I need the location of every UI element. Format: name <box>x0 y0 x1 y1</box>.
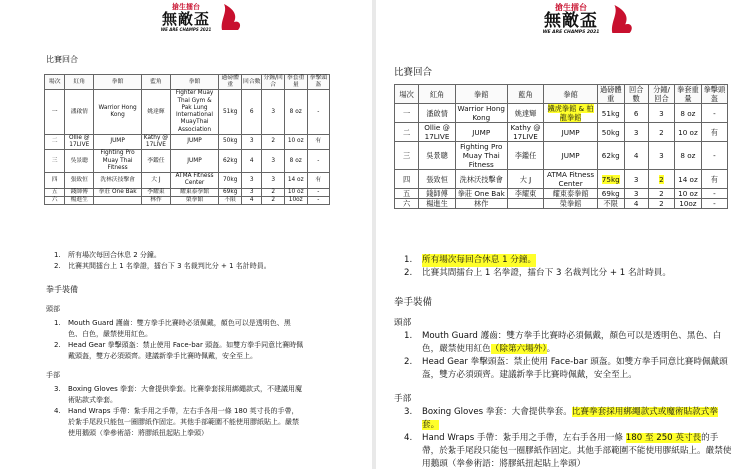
list-text: 比賽其間擂台上 1 名拳證，擂台下 3 名裁判比分 + 1 名計時員。 <box>68 262 271 270</box>
list-text: Hand Wraps 手帶：紮手用之手帶，左右手各用一條 180 英寸長的手帶，於紮手尾段只能包一圈膠紙作固定。其他手部範圍不能使用膠紙貼上。嚴禁使用鵝頭（拳參術語：將膠紙扭起貼上拳頭） <box>68 407 299 437</box>
table-cell: 不限 <box>219 196 242 204</box>
logo-line1: 搶生擂台 <box>555 3 587 12</box>
table-cell: - <box>701 199 727 209</box>
header-cell: 過磅體重 <box>219 75 242 90</box>
right-document-page <box>376 0 750 469</box>
table-cell: - <box>701 189 727 199</box>
gear-title: 拳手裝備 <box>394 297 433 308</box>
text-part: Boxing Gloves 拳套：大會提供拳套。 <box>422 407 572 417</box>
list-number: 4. <box>404 433 413 443</box>
list-number: 1. <box>404 331 413 341</box>
table-cell: 拳莊 One Bak <box>455 189 507 199</box>
table-cell: Ollie @ 17LIVE <box>65 134 94 149</box>
table-cell: 耀東泰拳館 <box>170 188 219 196</box>
table-cell: 3 <box>624 123 648 142</box>
list-item <box>54 384 304 406</box>
table-row <box>395 189 728 199</box>
table-cell: 林作 <box>142 196 171 204</box>
list-text: Head Gear 拳擊頭盔：禁止使用 Face-bar 頭盔。如雙方拳手同意比賽時佩戴頭盔，雙方必須頭齊。建議新拳手比賽時佩戴，安全至上。 <box>68 341 304 360</box>
table-row <box>395 199 728 209</box>
table-cell: 四 <box>45 173 65 188</box>
notes-list <box>54 250 354 272</box>
list-item <box>404 432 734 469</box>
list-item <box>54 406 304 439</box>
list-item <box>54 261 354 272</box>
list-item <box>404 254 734 267</box>
table-cell: 三 <box>45 150 65 173</box>
table-cell: JUMP <box>170 134 219 149</box>
list-item <box>404 356 734 382</box>
hand-gear-list <box>54 384 304 439</box>
table-cell: JUMP <box>170 150 219 173</box>
table-cell: 洗林沃技擊會 <box>94 173 142 188</box>
header-cell: 拳館 <box>170 75 219 90</box>
highlighted-text: 75kg <box>601 174 620 184</box>
table-cell: 14 oz <box>284 173 307 188</box>
table-cell: 8 oz <box>675 142 702 170</box>
table-cell: 潘啟情 <box>65 90 94 134</box>
table-row <box>45 173 330 188</box>
list-number: 3. <box>54 385 61 393</box>
table-cell: 4 <box>624 199 648 209</box>
table-cell: Fighting Pro Muay Thai Fitness <box>94 150 142 173</box>
table-cell: 林作 <box>455 199 507 209</box>
list-text: 比賽其間擂台上 1 名拳證，擂台下 3 名裁判比分 + 1 名計時員。 <box>422 268 671 278</box>
hand-gear-list <box>404 406 734 469</box>
section-title: 比賽回合 <box>394 67 433 78</box>
logo-line3: WE ARE CHAMPS 2021 <box>542 30 600 35</box>
table-cell: 楊進生 <box>65 196 94 204</box>
hand-label: 手部 <box>394 394 412 404</box>
table-cell: 吳景聰 <box>65 150 94 173</box>
header-cell: 分鐘/回合 <box>263 75 283 89</box>
list-number: 4. <box>54 407 61 415</box>
table-cell: 6 <box>242 90 262 134</box>
header-cell: 分鐘/回合 <box>648 85 674 104</box>
table-cell: 10 oz <box>284 188 307 196</box>
table-cell: 一 <box>45 90 65 134</box>
table-cell: 4 <box>624 142 648 170</box>
table-cell: - <box>307 196 329 204</box>
table-cell: 吳景聰 <box>419 142 456 170</box>
table-row <box>395 142 728 170</box>
table-cell: - <box>307 188 329 196</box>
table-cell: 洗林沃技擊會 <box>455 170 507 189</box>
table-cell: 姚達輝 <box>507 104 544 123</box>
bout-table-right <box>394 84 728 209</box>
notes-list <box>404 254 734 280</box>
table-cell: 2 <box>648 189 674 199</box>
table-cell: - <box>307 90 329 134</box>
table-cell: JUMP <box>94 134 142 149</box>
list-item <box>54 250 354 261</box>
header-cell: 藍角 <box>507 85 544 104</box>
table-cell: Fighter Muay Thai Gym & Pak Lung International MuayThai Association <box>170 90 219 134</box>
table-cell: 錢師傅 <box>419 189 456 199</box>
table-cell: 拳莊 One Bak <box>94 188 142 196</box>
table-cell: 6 <box>624 104 648 123</box>
table-cell: 69kg <box>597 189 624 199</box>
list-text: Boxing Gloves 拳套：大會提供拳套。比賽拳套採用綁繩款式，不建議用魔術貼款式拳套。 <box>68 385 303 404</box>
table-row <box>395 123 728 142</box>
table-cell: 4 <box>242 150 262 173</box>
table-cell: 69kg <box>219 188 242 196</box>
table-cell <box>544 104 598 123</box>
list-item <box>404 267 734 280</box>
table-cell: 有 <box>307 173 329 188</box>
table-cell: JUMP <box>544 142 598 170</box>
text-part: Hand Wraps 手帶：紮手用之手帶，左右手各用一條 <box>422 433 626 443</box>
table-cell: 楊進生 <box>419 199 456 209</box>
head-gear-list <box>54 318 304 362</box>
table-cell: 3 <box>242 134 262 149</box>
text-part: 的手帶，於紮手尾段只能包一圈膠紙作固定。其他手部範圍不能使用膠紙貼上。嚴禁使用鵝頭（拳參術語：將膠紙扭起貼上拳頭） <box>422 433 732 469</box>
list-text <box>422 330 734 356</box>
list-item <box>404 330 734 356</box>
list-text <box>422 406 734 432</box>
list-number: 1. <box>54 319 61 327</box>
table-cell: 二 <box>45 134 65 149</box>
header-cell: 回合數 <box>624 85 648 104</box>
table-cell: 3 <box>242 173 262 188</box>
table-cell: 一 <box>395 104 419 123</box>
table-cell: 李耀東 <box>142 188 171 196</box>
table-cell: 五 <box>395 189 419 199</box>
table-cell: 3 <box>648 142 674 170</box>
table-cell: 2 <box>262 196 284 204</box>
table-header-row <box>45 75 330 90</box>
table-cell: 3 <box>624 170 648 189</box>
table-cell: 李鑑任 <box>507 142 544 170</box>
table-cell: 10 oz <box>675 123 702 142</box>
table-cell: 李耀東 <box>507 189 544 199</box>
table-cell <box>507 199 544 209</box>
table-cell: 榮拳館 <box>544 199 598 209</box>
table-cell: 3 <box>648 104 674 123</box>
logo-line3: WE ARE CHAMPS 2021 <box>160 27 212 32</box>
list-text: 所有場次每回合休息 2 分鐘。 <box>68 251 161 259</box>
table-cell: 李鑑任 <box>142 150 171 173</box>
table-cell: 大 J <box>507 170 544 189</box>
section-title: 比賽回合 <box>46 55 78 64</box>
table-cell: 張致恒 <box>419 170 456 189</box>
table-cell: 有 <box>701 123 727 142</box>
list-text: Mouth Guard 護齒：雙方拳手比賽時必須佩戴，顏色可以是透明色、黑色、白色，嚴禁使用紅色。 <box>68 319 291 338</box>
table-cell: JUMP <box>544 123 598 142</box>
table-cell: 2 <box>262 188 284 196</box>
table-cell <box>94 196 142 204</box>
table-cell: 有 <box>701 170 727 189</box>
table-row <box>45 188 330 196</box>
table-cell: 不限 <box>597 199 624 209</box>
list-text: 所有場次每回合休息 1 分鐘。 <box>422 255 537 265</box>
table-cell: 2 <box>648 123 674 142</box>
logo-line2: 無敵盃 <box>544 11 598 31</box>
table-cell: 潘啟情 <box>419 104 456 123</box>
table-row <box>45 90 330 134</box>
table-cell <box>648 170 674 189</box>
header-cell: 拳館 <box>544 85 598 104</box>
list-text: Head Gear 拳擊頭盔：禁止使用 Face-bar 頭盔。如雙方拳手同意比賽時佩戴頭盔，雙方必須頭齊。建議新拳手比賽時佩戴，安全至上。 <box>422 357 728 380</box>
table-cell: Kathy @ 17LIVE <box>142 134 171 149</box>
list-item <box>54 340 304 362</box>
header-cell: 紅角 <box>65 75 94 90</box>
hand-label: 手部 <box>46 371 60 379</box>
header-cell: 拳擊頭盔 <box>307 75 329 90</box>
header-cell: 場次 <box>395 85 419 104</box>
table-cell: 六 <box>395 199 419 209</box>
list-number: 1. <box>54 251 61 259</box>
table-cell: 2 <box>262 134 284 149</box>
table-cell: ATMA Fitness Center <box>544 170 598 189</box>
head-gear-list <box>404 330 734 382</box>
table-cell <box>597 170 624 189</box>
dragon-icon <box>218 2 244 32</box>
table-cell: 張致恒 <box>65 173 94 188</box>
table-cell: 3 <box>242 188 262 196</box>
header-cell: 拳館 <box>455 85 507 104</box>
table-cell: ATMA Fitness Center <box>170 173 219 188</box>
table-cell: 62kg <box>597 142 624 170</box>
table-cell: - <box>307 150 329 173</box>
table-cell: 耀東泰拳館 <box>544 189 598 199</box>
table-cell: Kathy @ 17LIVE <box>507 123 544 142</box>
head-label: 頭部 <box>46 305 60 313</box>
table-row <box>395 104 728 123</box>
table-cell: 50kg <box>219 134 242 149</box>
table-cell: 70kg <box>219 173 242 188</box>
table-cell: JUMP <box>455 123 507 142</box>
gear-title: 拳手裝備 <box>46 285 78 294</box>
table-cell: 錢師傅 <box>65 188 94 196</box>
table-row <box>45 196 330 204</box>
highlighted-text: 180 至 250 英寸長 <box>625 433 702 443</box>
table-cell: 10 oz <box>675 189 702 199</box>
text-part: 。 <box>546 344 556 354</box>
table-cell: 四 <box>395 170 419 189</box>
dragon-icon <box>608 2 636 36</box>
header-cell: 拳套重量 <box>284 75 307 90</box>
table-cell: Ollie @ 17LIVE <box>419 123 456 142</box>
table-cell: 10oz <box>675 199 702 209</box>
table-cell: Warrior Hong Kong <box>455 104 507 123</box>
left-document-page <box>0 0 372 469</box>
highlighted-text: 鐵虎拳館 & 柏龍拳館 <box>547 104 594 122</box>
table-cell: 六 <box>45 196 65 204</box>
list-number: 3. <box>404 407 413 417</box>
table-cell: 3 <box>262 173 284 188</box>
header-cell: 拳館 <box>94 75 142 90</box>
table-cell: 有 <box>307 134 329 149</box>
table-cell: 8 oz <box>284 90 307 134</box>
table-cell: 3 <box>624 189 648 199</box>
header-cell: 紅角 <box>419 85 456 104</box>
table-cell: 五 <box>45 188 65 196</box>
table-cell: 51kg <box>219 90 242 134</box>
table-cell: 4 <box>242 196 262 204</box>
highlighted-text: 2 <box>659 174 664 184</box>
list-number: 1. <box>404 255 413 265</box>
table-cell: Warrior Hong Kong <box>94 90 142 134</box>
table-header-row <box>395 85 728 104</box>
table-cell: 10 oz <box>284 134 307 149</box>
table-row <box>45 150 330 173</box>
header-cell: 藍角 <box>142 75 171 90</box>
highlighted-text: 比賽拳套採用綁繩款式或魔術貼款式拳套。 <box>422 407 718 430</box>
list-number: 2. <box>54 262 61 270</box>
table-cell: 大 J <box>142 173 171 188</box>
list-number: 2. <box>404 268 413 278</box>
table-cell: 二 <box>395 123 419 142</box>
table-cell: - <box>701 142 727 170</box>
list-item <box>404 406 734 432</box>
table-cell: 三 <box>395 142 419 170</box>
table-row <box>395 170 728 189</box>
list-number: 2. <box>54 341 61 349</box>
highlighted-text: （除第六場外） <box>490 344 547 354</box>
table-cell: 榮拳館 <box>170 196 219 204</box>
table-cell: - <box>701 104 727 123</box>
text-part: Mouth Guard 護齒：雙方拳手比賽時必須佩戴，顏色可以是透明色、黑色、白色，嚴禁使用紅色 <box>422 331 722 354</box>
header-cell: 場次 <box>45 75 65 90</box>
header-cell: 拳擊頭盔 <box>701 85 727 104</box>
header-cell: 過磅體重 <box>597 85 624 104</box>
list-number: 2. <box>404 357 413 367</box>
header-cell: 拳套重量 <box>675 85 702 104</box>
table-cell: 62kg <box>219 150 242 173</box>
bout-table-left <box>44 74 330 205</box>
head-label: 頭部 <box>394 318 412 328</box>
table-cell: Fighting Pro Muay Thai Fitness <box>455 142 507 170</box>
table-cell: 3 <box>262 150 284 173</box>
table-cell: 姚達輝 <box>142 90 171 134</box>
table-cell: 10oz <box>284 196 307 204</box>
table-cell: 2 <box>648 199 674 209</box>
table-cell: 14 oz <box>675 170 702 189</box>
list-text <box>422 432 734 469</box>
table-row <box>45 134 330 149</box>
table-cell: 51kg <box>597 104 624 123</box>
header-cell: 回合數 <box>242 75 262 90</box>
table-cell: 50kg <box>597 123 624 142</box>
table-cell: 8 oz <box>675 104 702 123</box>
list-item <box>54 318 304 340</box>
table-cell: 8 oz <box>284 150 307 173</box>
logo-line2: 無敵盃 <box>161 10 210 28</box>
logo-line1: 搶生擂台 <box>172 3 200 11</box>
table-cell: 3 <box>262 90 284 134</box>
